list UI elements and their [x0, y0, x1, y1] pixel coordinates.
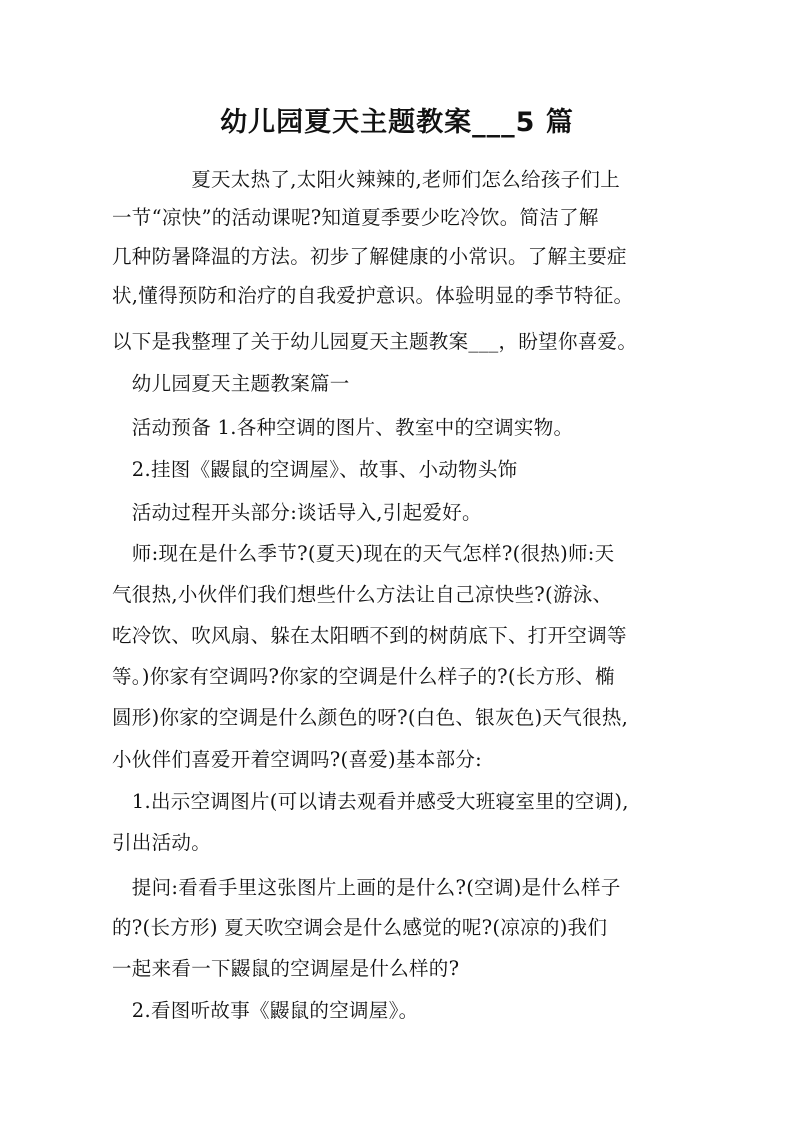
text-line: 提问:看看手里这张图片上画的是什么?(空调)是什么样子: [112, 876, 621, 899]
text-line: 小伙伴们喜爱开着空调吗?(喜爱)基本部分:: [112, 748, 483, 771]
text-line: 圆形)你家的空调是什么颜色的呀?(白色、银灰色)天气很热,: [112, 706, 629, 729]
text-line: 2.挂图《鼹鼠的空调屋》、故事、小动物头饰: [112, 458, 518, 481]
text-line: 状,懂得预防和治疗的自我爱护意识。体验明显的季节特征。: [112, 284, 634, 307]
text-line: 一节“凉快”的活动课呢?知道夏季要少吃冷饮。简洁了解: [112, 206, 599, 229]
text-line: 以下是我整理了关于幼儿园夏天主题教案___，盼望你喜爱。: [112, 330, 638, 353]
section-heading: 幼儿园夏天主题教案篇一: [112, 372, 350, 395]
text-line: 1.出示空调图片(可以请去观看并感受大班寝室里的空调),: [112, 790, 629, 813]
text-line: 的?(长方形) 夏天吹空调会是什么感觉的呢?(凉凉的)我们: [112, 916, 608, 939]
text-line: 几种防暑降温的方法。初步了解健康的小常识。了解主要症: [112, 245, 627, 268]
text-line: 气很热,小伙伴们我们想些什么方法让自己凉快些?(游泳、: [112, 583, 613, 606]
text-line: 活动过程开头部分:谈话导入,引起爱好。: [112, 501, 482, 524]
text-line: 活动预备 1.各种空调的图片、教室中的空调实物。: [112, 416, 574, 439]
text-line: 引出活动。: [112, 831, 212, 854]
text-line: 等。)你家有空调吗?你家的空调是什么样子的?(长方形、椭: [112, 665, 615, 688]
text-line: 2.看图听故事《鼹鼠的空调屋》。: [112, 999, 419, 1022]
text-line: 夏天太热了,太阳火辣辣的,老师们怎么给孩子们上: [112, 168, 620, 191]
text-line: 吃冷饮、吹风扇、躲在太阳晒不到的树荫底下、打开空调等: [112, 624, 627, 647]
text-line: 师:现在是什么季节?(夏天)现在的天气怎样?(很热)师:天: [112, 542, 615, 565]
document-title: 幼儿园夏天主题教案___5 篇: [220, 107, 574, 138]
text-line: 一起来看一下鼹鼠的空调屋是什么样的?: [112, 957, 460, 980]
